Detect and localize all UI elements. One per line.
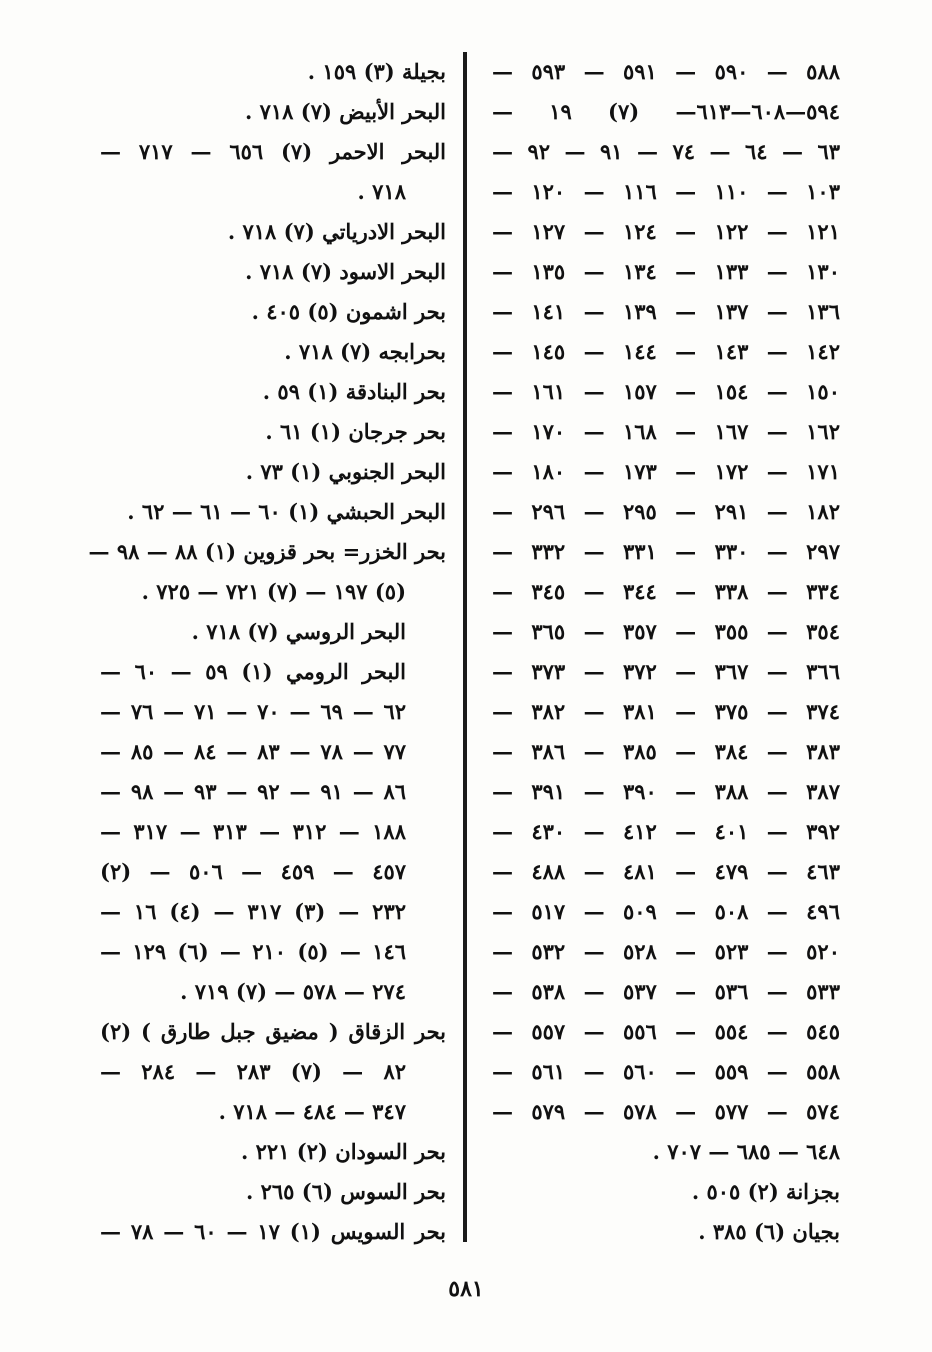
index-entry-line: ٦٢ — ٦٩ — ٧٠ — ٧١ — ٧٦ — <box>100 699 407 724</box>
index-entry-line: البحر الروسي (٧) ٧١٨ . <box>191 619 406 644</box>
index-entry-line: ٥٧٤ — ٥٧٧ — ٥٧٨ — ٥٧٩ — <box>492 1099 840 1124</box>
index-entry-line: ٦٤٨ — ٦٨٥ — ٧٠٧ . <box>652 1139 840 1164</box>
index-entry-line: ٢٧٤ — ٥٧٨ — (٧) ٧١٩ . <box>180 979 406 1004</box>
index-entry-line: ٤٦٣ — ٤٧٩ — ٤٨١ — ٤٨٨ — <box>492 859 840 884</box>
index-entry-line: ١٠٣ — ١١٠ — ١١٦ — ١٢٠ — <box>492 179 840 204</box>
index-entry-line: ٣٥٤ — ٣٥٥ — ٣٥٧ — ٣٦٥ — <box>492 619 840 644</box>
index-entry-line: ٣٧٤ — ٣٧٥ — ٣٨١ — ٣٨٢ — <box>492 699 840 724</box>
index-entry-line: بحر جرجان (١) ٦١ . <box>265 419 446 444</box>
index-entry-line: بحر السودان (٢) ٢٢١ . <box>241 1139 446 1164</box>
index-entry-line: ٥٢٠ — ٥٢٣ — ٥٢٨ — ٥٣٢ — <box>492 939 840 964</box>
index-entry-line: ٧٧ — ٧٨ — ٨٣ — ٨٤ — ٨٥ — <box>100 739 407 764</box>
index-entry-line: البحر الجنوبي (١) ٧٣ . <box>245 459 446 484</box>
index-entry-line: ٥٩٤—٦٠٨—٦١٣— (٧) ١٩ — <box>492 99 840 124</box>
index-entry-line: البحر الأبيض (٧) ٧١٨ . <box>245 99 446 124</box>
index-entry-line: ٣٤٧ — ٤٨٤ — ٧١٨ . <box>218 1099 406 1124</box>
index-entry-line: البحر الاحمر (٧) ٦٥٦ — ٧١٧ — <box>100 139 447 164</box>
index-entry-line: ٣٣٤ — ٣٣٨ — ٣٤٤ — ٣٤٥ — <box>492 579 840 604</box>
index-entry-line: بحر السويس (١) ١٧ — ٦٠ — ٧٨ — <box>100 1219 447 1244</box>
index-entry-line: ١٨٢ — ٢٩١ — ٢٩٥ — ٢٩٦ — <box>492 499 840 524</box>
index-entry-line: بحر الخزر= بحر قزوين (١) ٨٨ — ٩٨ — <box>88 539 446 564</box>
index-entry-line: بحر اشمون (٥) ٤٠٥ . <box>251 299 446 324</box>
index-entry-line: ٨٢ — (٧) ٢٨٣ — ٢٨٤ — <box>100 1059 406 1084</box>
index-entry-line: ٦٣ — ٦٤ — ٧٤ — ٩١ — ٩٢ — <box>492 139 841 164</box>
index-entry-line: البحر الرومي (١) ٥٩ — ٦٠ — <box>100 659 407 684</box>
index-entry-line: بحر البنادقة (١) ٥٩ . <box>262 379 446 404</box>
index-entry-line: ٤٩٦ — ٥٠٨ — ٥٠٩ — ٥١٧ — <box>492 899 840 924</box>
index-entry-line: ٣٨٣ — ٣٨٤ — ٣٨٥ — ٣٨٦ — <box>492 739 840 764</box>
index-entry-line: البحر الحبشي (١) ٦٠ — ٦١ — ٦٢ . <box>127 499 446 524</box>
index-entry-line: البحر الادرياتي (٧) ٧١٨ . <box>227 219 446 244</box>
index-entry-line: البحر الاسود (٧) ٧١٨ . <box>245 259 446 284</box>
index-entry-line: ٤٥٧ — ٤٥٩ — ٥٠٦ — (٢) <box>100 859 407 884</box>
index-column-left <box>88 52 447 1252</box>
index-entry-line: بجيلة (٣) ١٥٩ . <box>307 59 446 84</box>
index-entry-line: ١٦٢ — ١٦٧ — ١٦٨ — ١٧٠ — <box>492 419 840 444</box>
index-entry-line: ١٣٦ — ١٣٧ — ١٣٩ — ١٤١ — <box>492 299 840 324</box>
index-entry-line: ٧١٨ . <box>357 179 406 204</box>
index-entry-line: بحرابجه (٧) ٧١٨ . <box>284 339 446 364</box>
index-entry-line: ١٢١ — ١٢٢ — ١٢٤ — ١٢٧ — <box>492 219 840 244</box>
index-entry-line: بجيان (٦) ٣٨٥ . <box>698 1219 840 1244</box>
index-entry-line: بجزانة (٢) ٥٠٥ . <box>691 1179 840 1204</box>
index-entry-line: ١٤٦ — (٥) ٢١٠ — (٦) ١٢٩ — <box>100 939 407 964</box>
index-entry-line: ٢٣٢ — (٣) ٣١٧ — (٤) ١٦ — <box>100 899 407 924</box>
index-entry-line: ٥٤٥ — ٥٥٤ — ٥٥٦ — ٥٥٧ — <box>492 1019 840 1044</box>
index-column-right <box>492 52 840 1252</box>
index-entry-line: ٣٩٢ — ٤٠١ — ٤١٢ — ٤٣٠ — <box>492 819 840 844</box>
index-entry-line: ٥٨٨ — ٥٩٠ — ٥٩١ — ٥٩٣ — <box>492 59 840 84</box>
column-divider <box>463 52 467 1242</box>
index-entry-line: ١٨٨ — ٣١٢ — ٣١٣ — ٣١٧ — <box>100 819 406 844</box>
index-entry-line: ٣٨٧ — ٣٨٨ — ٣٩٠ — ٣٩١ — <box>492 779 840 804</box>
page-number: ٥٨١ <box>448 1276 484 1302</box>
index-entry-line: ٣٦٦ — ٣٦٧ — ٣٧٢ — ٣٧٣ — <box>492 659 840 684</box>
index-entry-line: ١٤٢ — ١٤٣ — ١٤٤ — ١٤٥ — <box>492 339 840 364</box>
index-entry-line: ١٥٠ — ١٥٤ — ١٥٧ — ١٦١ — <box>492 379 840 404</box>
index-entry-line: ٨٦ — ٩١ — ٩٢ — ٩٣ — ٩٨ — <box>100 779 407 804</box>
index-entry-line: ١٧١ — ١٧٢ — ١٧٣ — ١٨٠ — <box>492 459 840 484</box>
index-entry-line: ٥٣٣ — ٥٣٦ — ٥٣٧ — ٥٣٨ — <box>492 979 840 1004</box>
index-entry-line: (٥) ١٩٧ — (٧) ٧٢١ — ٧٢٥ . <box>141 579 406 604</box>
index-entry-line: بحر السوس (٦) ٢٦٥ . <box>246 1179 446 1204</box>
index-entry-line: بحر الزقاق ( مضيق جبل طارق ) (٢) <box>100 1019 446 1044</box>
index-entry-line: ٥٥٨ — ٥٥٩ — ٥٦٠ — ٥٦١ — <box>492 1059 840 1084</box>
index-entry-line: ١٣٠ — ١٣٣ — ١٣٤ — ١٣٥ — <box>492 259 840 284</box>
index-entry-line: ٢٩٧ — ٣٣٠ — ٣٣١ — ٣٣٢ — <box>492 539 840 564</box>
